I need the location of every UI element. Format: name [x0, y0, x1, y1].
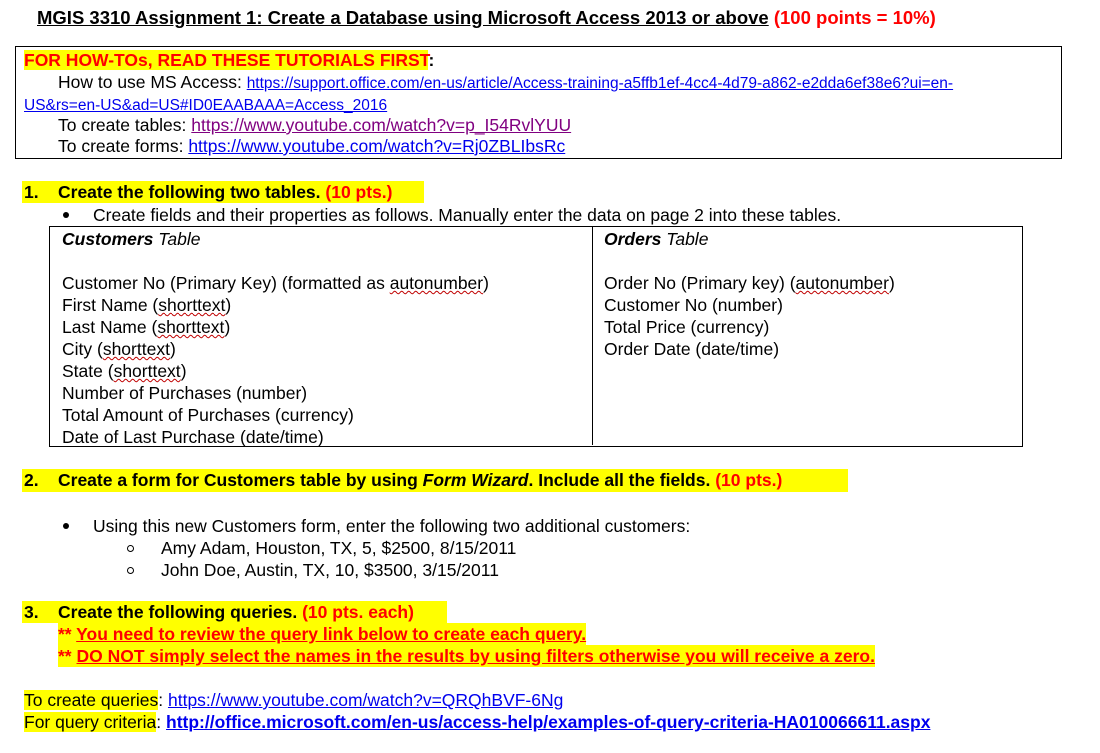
orders-table-suffix: Table: [661, 229, 709, 249]
note-stars: **: [58, 646, 77, 666]
customers-field-list: [62, 272, 489, 448]
orders-field: [604, 316, 895, 338]
access-training-link-cont[interactable]: US&rs=en-US&ad=US#ID0EAABAAA=Access_2016: [24, 97, 388, 114]
orders-field: [604, 338, 895, 360]
queries-colon: :: [158, 690, 168, 710]
section3-num: [24, 601, 39, 623]
field-close: ): [169, 339, 176, 359]
tables-divider: [592, 226, 593, 445]
field-type: autonumber: [795, 273, 889, 293]
tutorials-colon: :: [428, 50, 435, 70]
section2-num: [24, 469, 39, 491]
orders-field: [604, 272, 895, 294]
field-text: Total Amount of Purchases (currency): [62, 405, 354, 425]
section2-heading-c: . Include all the fields.: [528, 470, 711, 490]
section1-heading-label: Create the following two tables.: [58, 182, 321, 202]
field-text: First Name (: [62, 295, 159, 315]
section3-note2: [58, 645, 875, 667]
section3-heading: [58, 601, 414, 623]
field-type: shorttext: [158, 295, 226, 315]
field-text: Order No (Primary key) (: [604, 273, 796, 293]
criteria-label: For query criteria: [24, 712, 157, 732]
field-text: Total Price (currency): [604, 317, 770, 337]
field-text: Date of Last Purchase (date/time): [62, 427, 324, 447]
criteria-link[interactable]: http://office.microsoft.com/en-us/access-help/examples-of-query-criteria-HA010066611.aspx: [166, 712, 931, 732]
note-text: DO NOT simply select the names in the results by using filters otherwise you will receive a zero.: [76, 646, 875, 666]
section2-heading-b: Form Wizard: [422, 470, 529, 490]
section1-bullet-dot: [63, 212, 69, 218]
section3-num-label: 3.: [24, 602, 39, 622]
criteria-line: [24, 711, 930, 733]
access-training-link[interactable]: https://support.office.com/en-us/article/Access-training-a5ffb1ef-4cc4-4d79-a862-e2dda6ef38e6?ui=en-: [246, 75, 954, 92]
section2-bullet: Using this new Customers form, enter the following two additional customers:: [93, 516, 691, 536]
section2-pts: (10 pts.): [715, 470, 783, 490]
section3-note1: [58, 623, 586, 645]
access-label: How to use MS Access:: [58, 72, 247, 92]
field-close: ): [483, 273, 489, 293]
customers-field: [62, 360, 489, 382]
field-type: shorttext: [113, 361, 181, 381]
customers-field: [62, 294, 489, 316]
create-tables-link[interactable]: https://www.youtube.com/watch?v=p_I54RvlYUU: [191, 115, 572, 135]
create-tables-line: [58, 114, 571, 136]
create-forms-link[interactable]: https://www.youtube.com/watch?v=Rj0ZBLIbsRc: [188, 136, 566, 156]
customers-table-header: [62, 228, 200, 250]
field-text: Customer No (Primary Key) (formatted as: [62, 273, 390, 293]
customers-field: [62, 404, 489, 426]
tutorials-heading: [24, 49, 434, 71]
field-text: Customer No (number): [604, 295, 783, 315]
orders-table-name: Orders: [604, 229, 662, 249]
section1-bullet: Create fields and their properties as follows. Manually enter the data on page 2 into these tables.: [93, 205, 842, 225]
section1-pts: (10 pts.): [325, 182, 393, 202]
section3-heading-label: Create the following queries.: [58, 602, 298, 622]
access-training-line: [58, 71, 953, 95]
queries-link[interactable]: https://www.youtube.com/watch?v=QRQhBVF-6Ng: [167, 690, 564, 710]
tables-label: To create tables:: [58, 115, 192, 135]
orders-field-list: [604, 272, 895, 360]
field-text: City (: [62, 339, 103, 359]
note-text: You need to review the query link below to create each query.: [76, 624, 587, 644]
customers-table-suffix: Table: [153, 229, 201, 249]
section1-num: 1.: [24, 182, 39, 202]
customers-table-name: Customers: [62, 229, 154, 249]
queries-label: To create queries: [24, 690, 159, 710]
section2-bullet-dot: [63, 523, 69, 529]
tutorials-heading-text: FOR HOW-TOs, READ THESE TUTORIALS FIRST: [24, 50, 429, 70]
customer-item-marker: [127, 567, 134, 574]
field-type: shorttext: [102, 339, 170, 359]
orders-table-header: [604, 228, 708, 250]
criteria-colon: :: [156, 712, 166, 732]
section1-heading: [24, 181, 39, 203]
customers-field: [62, 382, 489, 404]
field-close: ): [224, 317, 231, 337]
customers-field: [62, 272, 489, 294]
title-points: (100 points = 10%): [773, 7, 936, 28]
field-text: Order Date (date/time): [604, 339, 780, 359]
field-text: Last Name (: [62, 317, 158, 337]
customer-item: John Doe, Austin, TX, 10, $3500, 3/15/2011: [161, 560, 499, 580]
forms-label: To create forms:: [58, 136, 189, 156]
customers-field: [62, 426, 489, 448]
field-close: ): [225, 295, 232, 315]
title-main: MGIS 3310 Assignment 1: Create a Database using Microsoft Access 2013 or above: [37, 7, 769, 28]
field-close: ): [888, 273, 895, 293]
section2-heading: [58, 469, 782, 491]
field-type: shorttext: [157, 317, 225, 337]
customers-field: [62, 338, 489, 360]
note-stars: **: [58, 624, 77, 644]
section1-heading-text: [58, 181, 393, 203]
section2-num-label: 2.: [24, 470, 39, 490]
field-type: autonumber: [389, 273, 484, 293]
field-text: Number of Purchases (number): [62, 383, 308, 403]
section2-heading-a: Create a form for Customers table by using: [58, 470, 423, 490]
section3-pts: (10 pts. each): [302, 602, 414, 622]
create-forms-line: [58, 135, 565, 157]
customer-item-marker: [127, 545, 134, 552]
customers-field: [62, 316, 489, 338]
queries-line: [24, 689, 563, 711]
field-close: ): [180, 361, 187, 381]
orders-field: [604, 294, 895, 316]
page-title: [37, 7, 936, 29]
field-text: State (: [62, 361, 114, 381]
customer-item: Amy Adam, Houston, TX, 5, $2500, 8/15/2011: [161, 538, 517, 558]
